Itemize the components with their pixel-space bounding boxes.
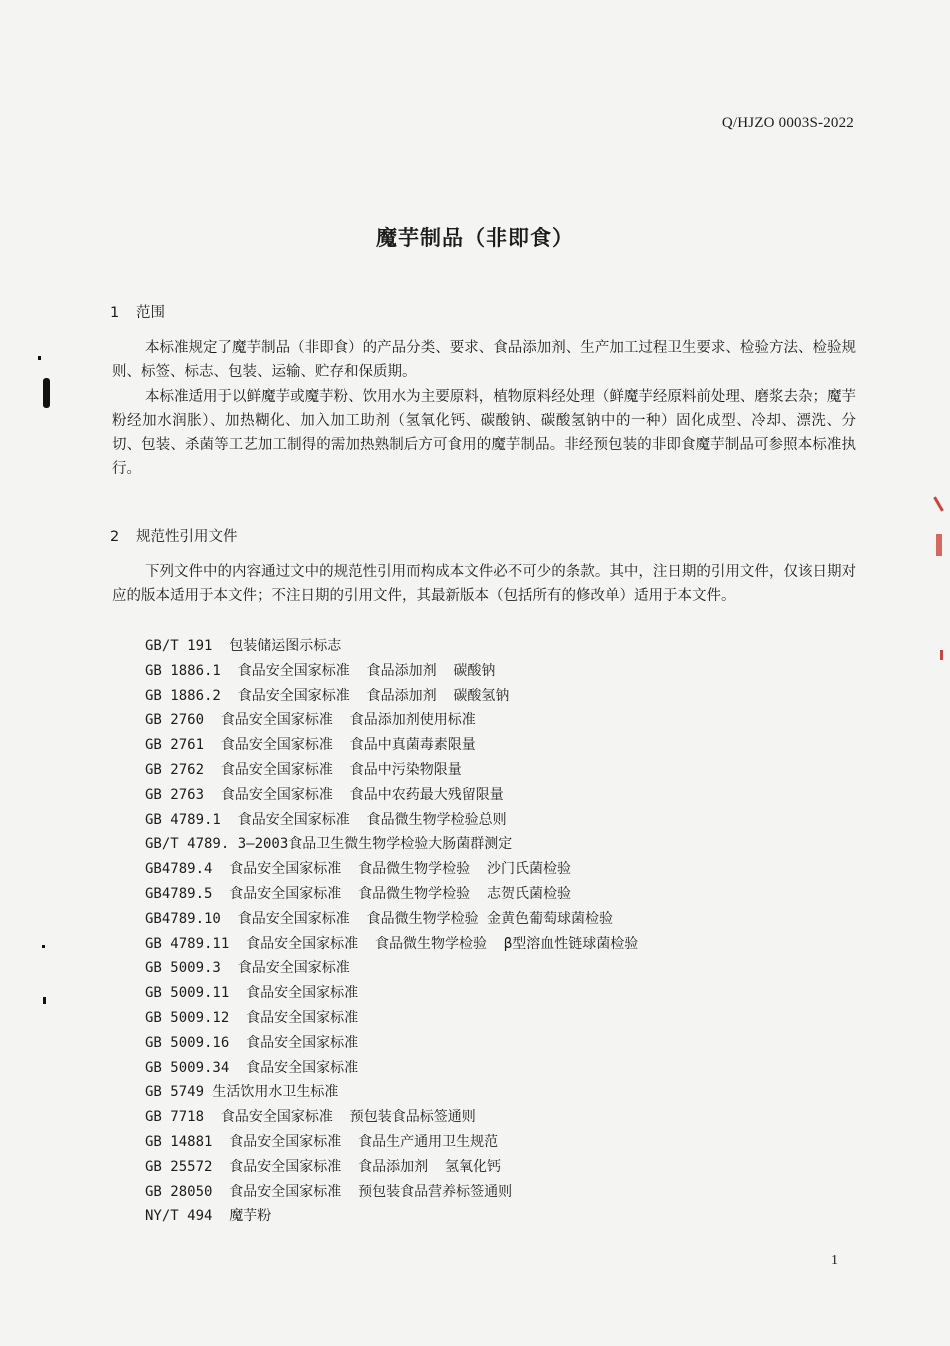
reference-item: GB 4789.1 食品安全国家标准 食品微生物学检验总则 xyxy=(145,811,507,828)
reference-item: GB 1886.1 食品安全国家标准 食品添加剂 碳酸钠 xyxy=(145,662,496,679)
scan-speck xyxy=(42,945,45,948)
scan-red-mark xyxy=(940,650,943,660)
section-1-paragraph-1: 本标准规定了魔芋制品（非即食）的产品分类、要求、食品添加剂、生产加工过程卫生要求、检验方法、检验规则、标签、标志、包装、运输、贮存和保质期。 xyxy=(112,340,856,380)
reference-item: GB 14881 食品安全国家标准 食品生产通用卫生规范 xyxy=(145,1133,499,1150)
document-title: 魔芋制品（非即食） xyxy=(376,226,574,250)
reference-item: GB 1886.2 食品安全国家标准 食品添加剂 碳酸氢钠 xyxy=(145,687,510,704)
section-title: 规范性引用文件 xyxy=(136,529,238,545)
reference-item: GB4789.5 食品安全国家标准 食品微生物学检验 志贺氏菌检验 xyxy=(145,885,572,902)
reference-item: GB4789.4 食品安全国家标准 食品微生物学检验 沙门氏菌检验 xyxy=(145,861,572,878)
section-1-paragraph-2: 本标准适用于以鲜魔芋或魔芋粉、饮用水为主要原料，植物原料经处理（鲜魔芋经原料前处理、磨浆去杂；魔芋粉经加水润胀）、加热糊化、加入加工助剂（氢氧化钙、碳酸钠、碳酸氢钠中的一种）固化成型、冷却、漂洗、分切、包装、杀菌等工艺加工制得的需加热熟制后方可食用的魔芋制品。非经预包装的非即食魔芋制品可参照本标准执行。 xyxy=(112,389,856,477)
scan-speck xyxy=(38,356,41,360)
reference-item: GB 2762 食品安全国家标准 食品中污染物限量 xyxy=(145,761,462,778)
scan-red-mark xyxy=(936,534,942,556)
page-number: 1 xyxy=(831,1253,838,1268)
section-number: 2 xyxy=(110,529,120,545)
reference-item: GB4789.10 食品安全国家标准 食品微生物学检验 金黄色葡萄球菌检验 xyxy=(145,910,614,927)
normative-reference-list xyxy=(145,634,638,1229)
section-1-heading xyxy=(110,301,165,322)
reference-item: GB 5009.12 食品安全国家标准 xyxy=(145,1009,359,1026)
scan-speck xyxy=(43,997,46,1004)
reference-item: GB 28050 食品安全国家标准 预包装食品营养标签通则 xyxy=(145,1183,513,1200)
reference-item: GB 5009.34 食品安全国家标准 xyxy=(145,1059,359,1076)
reference-item: GB 7718 食品安全国家标准 预包装食品标签通则 xyxy=(145,1109,476,1126)
section-title: 范围 xyxy=(136,305,165,321)
reference-item: GB 2761 食品安全国家标准 食品中真菌毒素限量 xyxy=(145,737,476,754)
scan-red-mark xyxy=(933,496,944,511)
section-2-paragraph-1: 下列文件中的内容通过文中的规范性引用而构成本文件必不可少的条款。其中，注日期的引用文件，仅该日期对应的版本适用于本文件；不注日期的引用文件，其最新版本（包括所有的修改单）适用于本文件。 xyxy=(112,564,856,604)
document-code: Q/HJZO 0003S-2022 xyxy=(721,115,854,131)
reference-item: GB 5009.3 食品安全国家标准 xyxy=(145,960,350,977)
reference-item: GB 2763 食品安全国家标准 食品中农药最大残留限量 xyxy=(145,786,504,803)
reference-item: GB 25572 食品安全国家标准 食品添加剂 氢氧化钙 xyxy=(145,1158,502,1175)
reference-item: GB 5009.11 食品安全国家标准 xyxy=(145,985,359,1002)
reference-item: GB 2760 食品安全国家标准 食品添加剂使用标准 xyxy=(145,712,476,729)
reference-item: GB/T 191 包装储运图示标志 xyxy=(145,638,342,654)
reference-item: GB 5009.16 食品安全国家标准 xyxy=(145,1034,359,1051)
reference-item: GB/T 4789. 3—2003食品卫生微生物学检验大肠菌群测定 xyxy=(145,836,513,853)
reference-item: GB 5749 生活饮用水卫生标准 xyxy=(145,1084,339,1101)
scan-speck xyxy=(43,378,50,408)
reference-item: NY/T 494 魔芋粉 xyxy=(145,1208,272,1225)
reference-item: GB 4789.11 食品安全国家标准 食品微生物学检验 β型溶血性链球菌检验 xyxy=(145,935,639,952)
section-2-heading xyxy=(110,525,238,546)
section-number: 1 xyxy=(110,305,120,321)
